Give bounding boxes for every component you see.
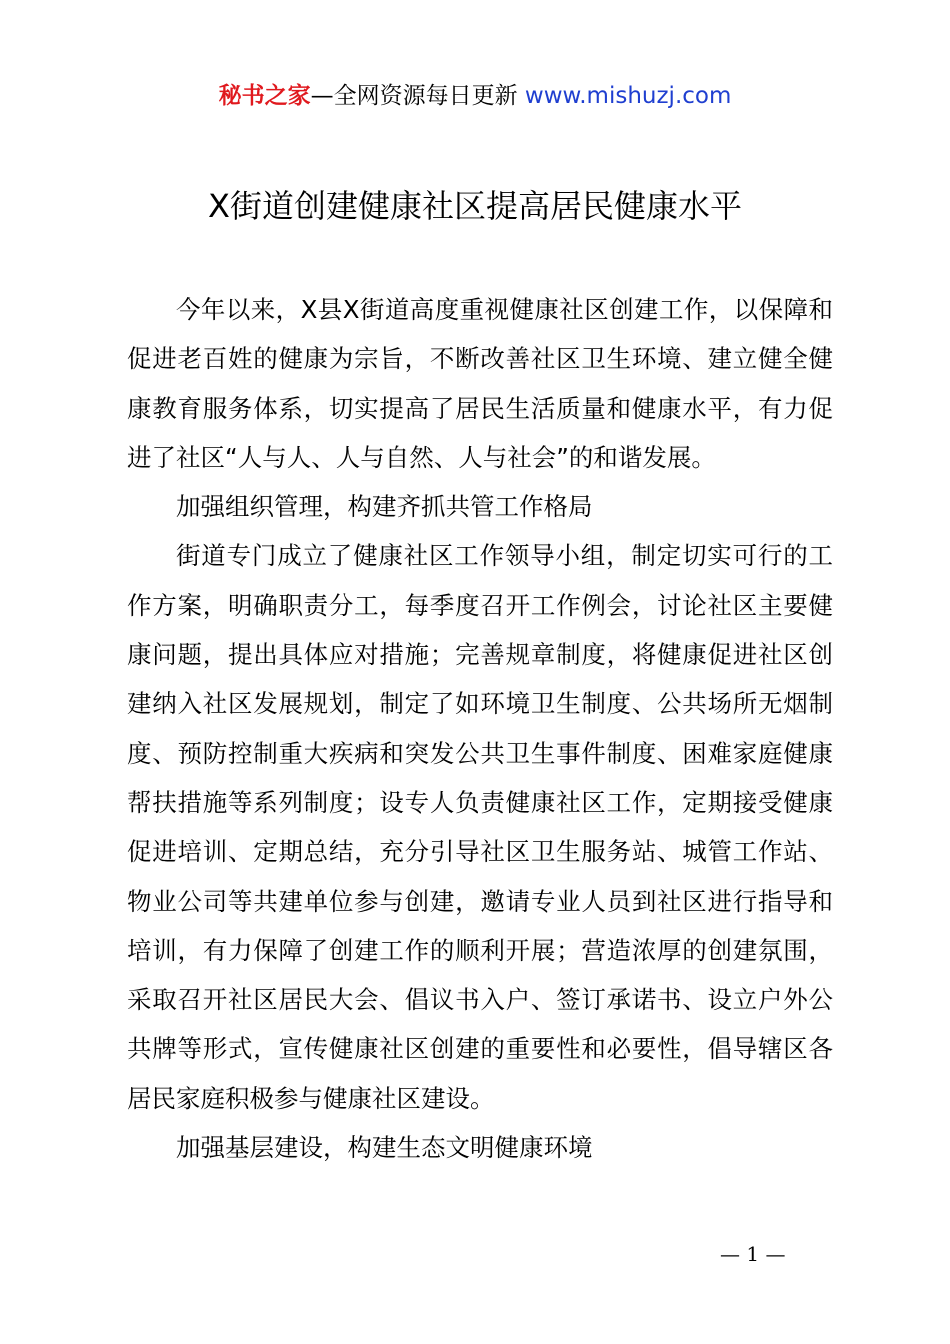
site-header — [0, 80, 950, 112]
header-tagline: —全网资源每日更新 — [310, 83, 525, 109]
document-title: X街道创建健康社区提高居民健康水平 — [208, 187, 742, 225]
page-number: — 1 — — [720, 1242, 786, 1266]
body-paragraph-intro: 今年以来，X县X街道高度重视健康社区创建工作，以保障和促进老百姓的健康为宗旨，不断改善社区卫生环境、建立健全健康教育服务体系，切实提高了居民生活质量和健康水平，有力促进了社区“人与人、人与自然、人与社会”的和谐发展。 — [127, 295, 833, 472]
document-body — [127, 285, 833, 1172]
body-paragraph-organization: 街道专门成立了健康社区工作领导小组，制定切实可行的工作方案，明确职责分工，每季度召开工作例会，讨论社区主要健康问题，提出具体应对措施；完善规章制度，将健康促进社区创建纳入社区发展规划，制定了如环境卫生制度、公共场所无烟制度、预防控制重大疾病和突发公共卫生事件制度、困难家庭健康帮扶措施等系列制度；设专人负责健康社区工作，定期接受健康促进培训、定期总结，充分引导社区卫生服务站、城管工作站、物业公司等共建单位参与创建，邀请专业人员到社区进行指导和培训，有力保障了创建工作的顺利开展；营造浓厚的创建氛围，采取召开社区居民大会、倡议书入户、签订承诺书、设立户外公共牌等形式，宣传健康社区创建的重要性和必要性，倡导辖区各居民家庭积极参与健康社区建设。 — [127, 541, 833, 1113]
brand-name: 秘书之家 — [218, 83, 311, 109]
section-heading-organization: 加强组织管理，构建齐抓共管工作格局 — [176, 492, 593, 522]
site-url-link[interactable]: www.mishuzj.com — [524, 83, 732, 109]
section-heading-grassroots: 加强基层建设，构建生态文明健康环境 — [176, 1133, 593, 1163]
